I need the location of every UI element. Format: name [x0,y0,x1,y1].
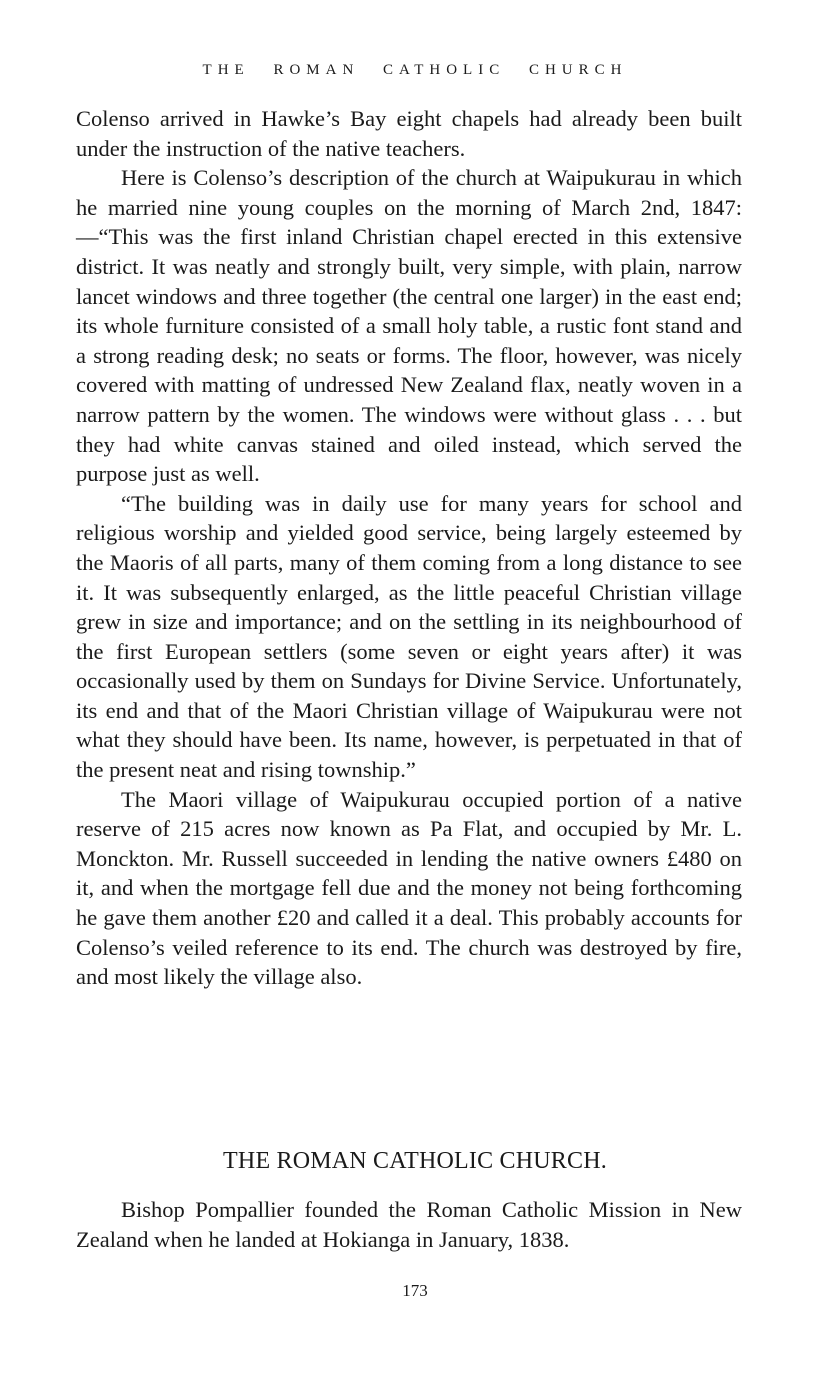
section-text [76,1195,742,1254]
paragraph-building-quote: “The building was in daily use for many years for school and religious worship and yielded good service, being largely esteemed by the Maoris of all parts, many of them coming from a long distance to see it. It was subsequently enlarged, as the little peaceful Christian village grew in size and importance; and on the settling in its neighbourhood of the first European settlers (some seven or eight years after) it was occasionally used by them on Sundays for Divine Service. Unfortunately, its end and that of the Maori Christian village of Waipukurau were not what they should have been. Its name, however, is perpetuated in that of the present neat and rising township.” [76,490,742,783]
paragraph-pompallier: Bishop Pompallier founded the Roman Catholic Mission in New Zealand when he landed at Hokianga in January, 1838. [76,1197,742,1252]
paragraph-continuation: Colenso arrived in Hawke’s Bay eight chapels had already been built under the instruction of the native teachers. [76,106,742,161]
section-heading: THE ROMAN CATHOLIC CHURCH. [223,1148,607,1174]
body-text [76,104,742,992]
running-head: THE ROMAN CATHOLIC CHURCH [202,62,628,78]
page-number: 173 [402,1281,428,1300]
paragraph-maori-village: The Maori village of Waipukurau occupied portion of a native reserve of 215 acres now known as Pa Flat, and occupied by Mr. L. Monckton. Mr. Russell succeeded in lending the native owners £480 on it, and when the mortgage fell due and the money not being forthcoming he gave them another £20 and called it a deal. This probably accounts for Colenso’s veiled reference to its end. The church was destroyed by fire, and most likely the village also. [76,786,742,990]
paragraph-colenso-description: Here is Colenso’s description of the church at Waipukurau in which he married nine young couples on the morning of March 2nd, 1847:—“This was the first inland Christian chapel erected in this extensive district. It was neatly and strongly built, very simple, with plain, narrow lancet windows and three together (the central one larger) in the east end; its whole furniture consisted of a small holy table, a rustic font stand and a strong reading desk; no seats or forms. The floor, however, was nicely covered with matting of undressed New Zealand flax, neatly woven in a narrow pattern by the women. The windows were without glass . . . but they had white canvas stained and oiled instead, which served the purpose just as well. [76,165,742,487]
